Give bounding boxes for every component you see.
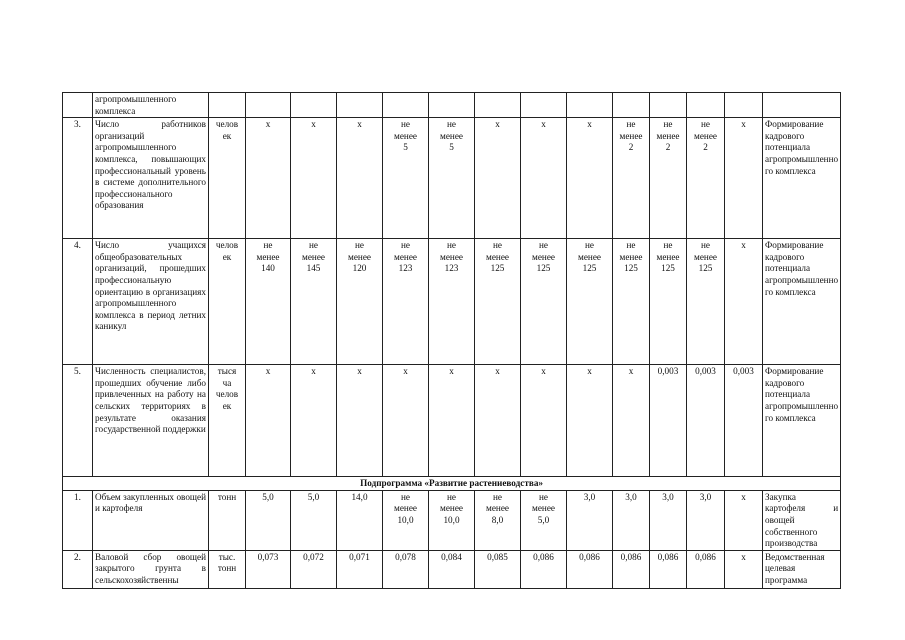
value-cell [475, 93, 521, 118]
value-cell: х [475, 365, 521, 477]
value-cell: 0,084 [429, 550, 475, 588]
value-cell: не менее 10,0 [383, 490, 429, 550]
value-cell: не менее 10,0 [429, 490, 475, 550]
indicator-name: Численность специалистов, прошедших обучение либо привлеченных на работу на сельских территориях в результате оказания государственной поддержки [93, 365, 209, 477]
value-cell: 0,086 [613, 550, 650, 588]
value-cell: х [246, 118, 291, 239]
value-cell: х [291, 365, 337, 477]
unit: тыс. тонн [209, 550, 246, 588]
value-cell: не менее 125 [687, 239, 725, 365]
row-number: 4. [63, 239, 93, 365]
value-cell: х [246, 365, 291, 477]
unit: челов ек [209, 239, 246, 365]
value-cell: 3,0 [650, 490, 687, 550]
value-cell: 0,072 [291, 550, 337, 588]
value-cell: 3,0 [613, 490, 650, 550]
value-cell: 5,0 [246, 490, 291, 550]
value-cell: х [567, 365, 613, 477]
value-cell [567, 93, 613, 118]
value-cell: 0,086 [687, 550, 725, 588]
value-cell: не менее 2 [613, 118, 650, 239]
note-cell [763, 93, 841, 118]
indicator-name: Объем закупленных овощей и картофеля [93, 490, 209, 550]
value-cell: не менее 8,0 [475, 490, 521, 550]
value-cell: х [725, 118, 763, 239]
value-cell: х [725, 239, 763, 365]
value-cell [291, 93, 337, 118]
unit: челов ек [209, 118, 246, 239]
row-number: 2. [63, 550, 93, 588]
value-cell: х [291, 118, 337, 239]
value-cell: 5,0 [291, 490, 337, 550]
row-number [63, 93, 93, 118]
unit: тыся ча челов ек [209, 365, 246, 477]
value-cell: не менее 145 [291, 239, 337, 365]
row-number: 5. [63, 365, 93, 477]
subprogram-title: Подпрограмма «Развитие растениеводства» [63, 477, 841, 491]
value-cell: не менее 140 [246, 239, 291, 365]
note-cell: Формирование кадрового потенциала агропромышленно го комплекса [763, 118, 841, 239]
note-cell: Формирование кадрового потенциала агропромышленно го комплекса [763, 365, 841, 477]
value-cell: 0,003 [725, 365, 763, 477]
value-cell: х [613, 365, 650, 477]
value-cell: не менее 5,0 [521, 490, 567, 550]
value-cell: х [337, 365, 383, 477]
value-cell: не менее 123 [383, 239, 429, 365]
value-cell [246, 93, 291, 118]
value-cell [650, 93, 687, 118]
indicator-name: Число учащихся общеобразовательных организаций, прошедших профессиональную ориентацию в организациях агропромышленного комплекса в период летних каникул [93, 239, 209, 365]
indicator-name: Валовой сбор овощей закрытого грунта в сельскохозяйственны [93, 550, 209, 588]
value-cell: х [521, 365, 567, 477]
value-cell: 0,003 [650, 365, 687, 477]
table-row [63, 550, 841, 588]
table-row [63, 477, 841, 491]
value-cell: х [475, 118, 521, 239]
value-cell: х [521, 118, 567, 239]
row-number: 3. [63, 118, 93, 239]
value-cell: х [567, 118, 613, 239]
value-cell [429, 93, 475, 118]
value-cell: не менее 5 [383, 118, 429, 239]
value-cell: х [725, 550, 763, 588]
value-cell: х [383, 365, 429, 477]
value-cell [521, 93, 567, 118]
value-cell [337, 93, 383, 118]
value-cell: 0,073 [246, 550, 291, 588]
row-number: 1. [63, 490, 93, 550]
table-row [63, 93, 841, 118]
indicator-name: агропромышленного комплекса [93, 93, 209, 118]
value-cell: не менее 125 [521, 239, 567, 365]
unit [209, 93, 246, 118]
value-cell: не менее 125 [567, 239, 613, 365]
value-cell: 0,086 [567, 550, 613, 588]
table-row [63, 365, 841, 477]
value-cell: х [725, 490, 763, 550]
value-cell: 3,0 [567, 490, 613, 550]
value-cell: 0,086 [521, 550, 567, 588]
note-cell: Формирование кадрового потенциала агропромышленно го комплекса [763, 239, 841, 365]
value-cell: 0,085 [475, 550, 521, 588]
table-row [63, 118, 841, 239]
value-cell [687, 93, 725, 118]
note-cell: Ведомственная целевая программа [763, 550, 841, 588]
value-cell: 0,003 [687, 365, 725, 477]
table-row [63, 490, 841, 550]
value-cell [383, 93, 429, 118]
value-cell [725, 93, 763, 118]
value-cell: не менее 125 [613, 239, 650, 365]
value-cell: не менее 2 [650, 118, 687, 239]
note-cell: Закупка картофеля и овощей собственного производства [763, 490, 841, 550]
value-cell: не менее 125 [475, 239, 521, 365]
value-cell: 14,0 [337, 490, 383, 550]
table-body [63, 93, 841, 589]
value-cell: 0,078 [383, 550, 429, 588]
value-cell: не менее 2 [687, 118, 725, 239]
value-cell: 3,0 [687, 490, 725, 550]
value-cell: 0,071 [337, 550, 383, 588]
table-row [63, 239, 841, 365]
unit: тонн [209, 490, 246, 550]
value-cell: не менее 123 [429, 239, 475, 365]
value-cell [613, 93, 650, 118]
value-cell: не менее 120 [337, 239, 383, 365]
value-cell: не менее 5 [429, 118, 475, 239]
indicator-name: Число работников организаций агропромышленного комплекса, повышающих профессиональный уровень в системе дополнительного профессионального образования [93, 118, 209, 239]
value-cell: 0,086 [650, 550, 687, 588]
value-cell: х [337, 118, 383, 239]
value-cell: х [429, 365, 475, 477]
indicators-table [62, 92, 841, 589]
value-cell: не менее 125 [650, 239, 687, 365]
